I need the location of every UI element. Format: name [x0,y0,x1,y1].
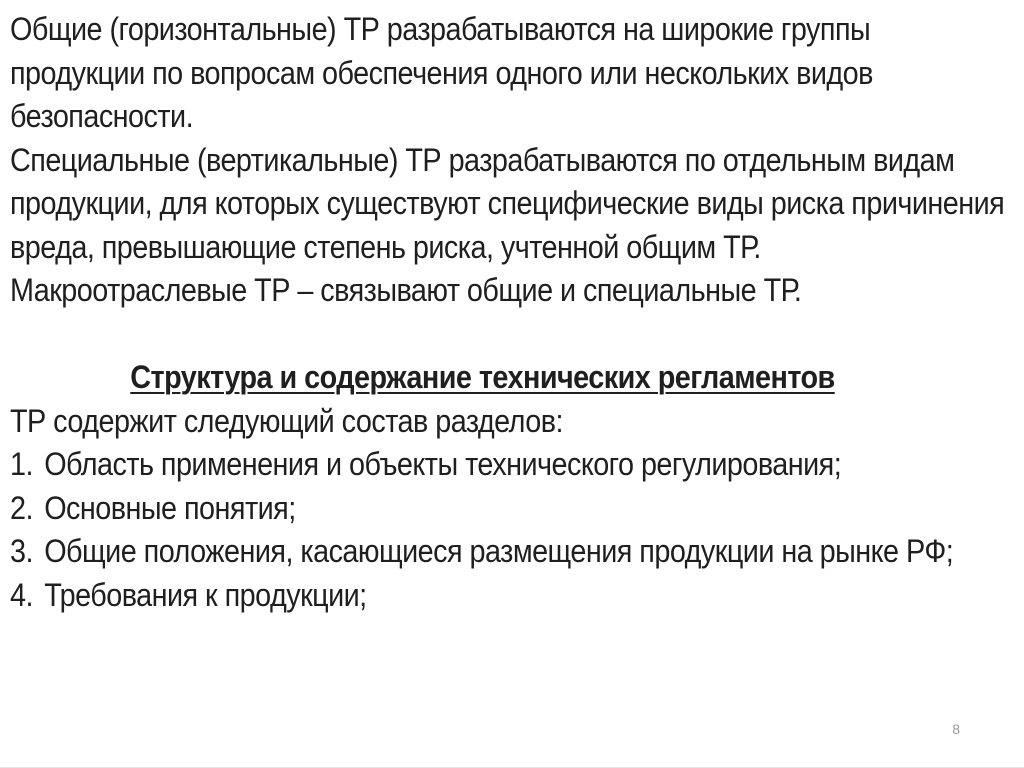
list-item-text: Общие положения, касающиеся размещения продукции на рынке РФ; [44,533,954,569]
list-item [10,487,1009,531]
section-heading: Структура и содержание технических регламентов [130,359,835,395]
list-item-number: 3. [10,533,33,569]
list-item [10,443,1009,487]
list-item-number: 4. [10,576,33,613]
sections-list [10,443,1009,617]
list-item-number: 1. [10,446,33,482]
list-item-text: Область применения и объекты технического регулирования; [44,446,842,482]
list-item-text: Требования к продукции; [44,576,367,613]
page-number: 8 [952,721,960,737]
paragraph-vertical-tr: Специальные (вертикальные) ТР разрабатываются по отдельным видам продукции, для которых существуют специфические виды риска причинения вреда, превышающие степень риска, учтенной общим ТР. [10,141,1005,265]
slide-content [10,8,1009,617]
list-item [10,574,1009,618]
list-item-number: 2. [10,489,33,526]
section-intro: ТР содержит следующий состав разделов: [10,402,563,439]
spacer [10,313,1009,357]
paragraph-macro-tr: Макроотраслевые ТР – связывают общие и специальные ТР. [10,272,802,308]
list-item [10,530,1009,574]
list-item-text: Основные понятия; [44,489,296,526]
paragraph-horizontal-tr: Общие (горизонтальные) ТР разрабатываются на широкие группы продукции по вопросам обеспечения одного или нескольких видов безопасности. [10,11,873,134]
